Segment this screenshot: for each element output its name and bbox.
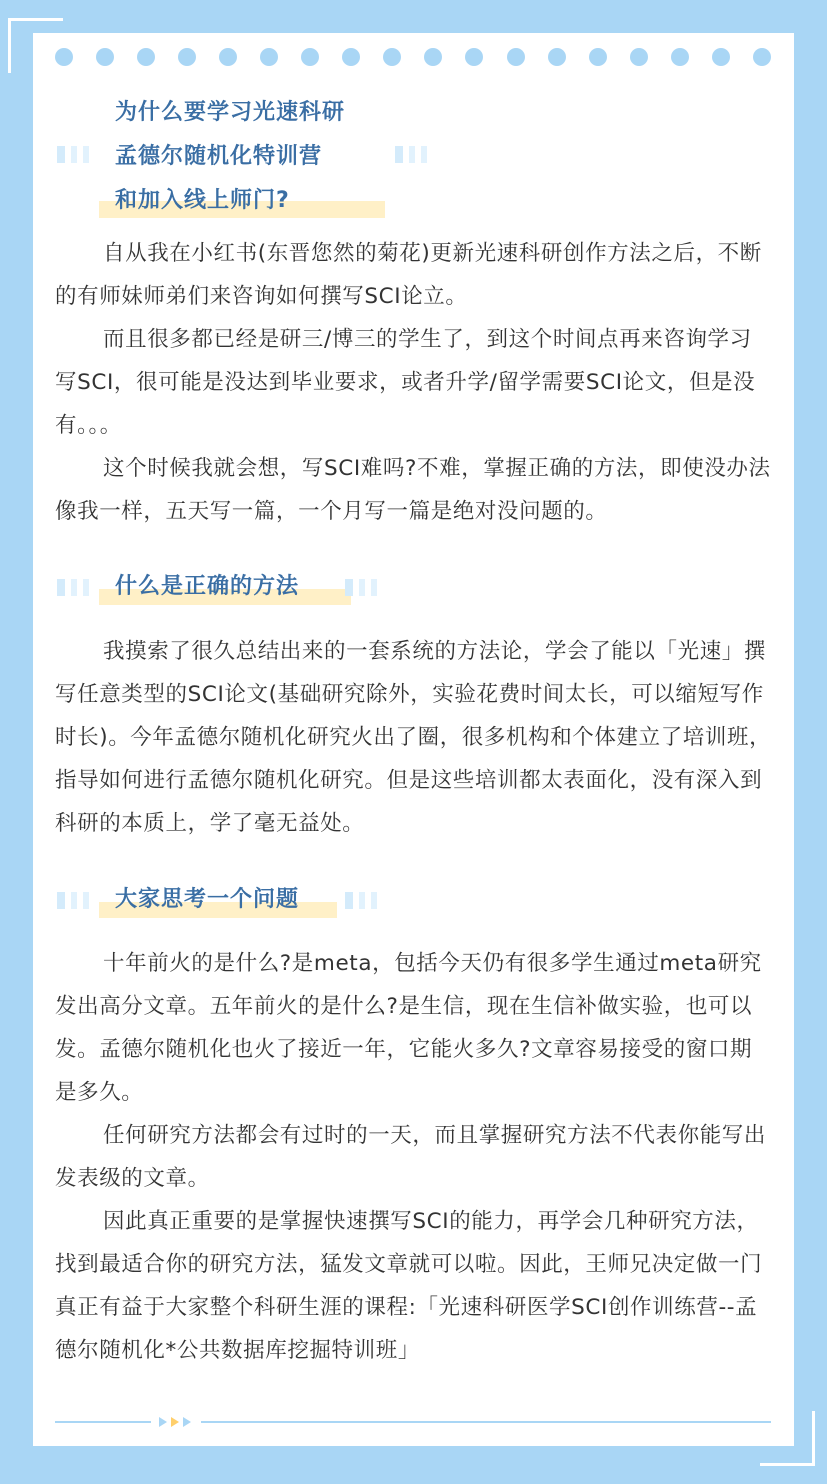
- section-heading-label: 大家思考一个问题: [115, 887, 300, 912]
- title-line-1: 为什么要学习光速科研: [115, 100, 346, 125]
- article-title: [33, 89, 794, 219]
- intro-paragraph-2: 而且很多都已经是研三/博三的学生了，到这个时间点再来咨询学习写SCI，很可能是没达到毕业要求，或者升学/留学需要SCI论文，但是没有。。。: [55, 327, 756, 438]
- dot: [301, 48, 319, 66]
- dot: [219, 48, 237, 66]
- heading-deco-left: [57, 892, 89, 909]
- dot: [548, 48, 566, 66]
- title-deco-left: [57, 146, 89, 163]
- arrow-icon: [171, 1417, 179, 1427]
- title-line-2: 孟德尔随机化特训营: [115, 144, 323, 169]
- bottom-divider: [55, 1416, 771, 1428]
- dot: [342, 48, 360, 66]
- divider-line: [201, 1421, 771, 1423]
- heading-deco-left: [57, 579, 89, 596]
- section-heading-question: [33, 878, 794, 918]
- dot: [465, 48, 483, 66]
- dot: [137, 48, 155, 66]
- section-heading-method: [33, 565, 794, 605]
- dot: [178, 48, 196, 66]
- title-line-3: 和加入线上师门?: [115, 188, 290, 213]
- dot: [96, 48, 114, 66]
- arrow-icon: [183, 1417, 191, 1427]
- question-paragraph-3: 因此真正重要的是掌握快速撰写SCI的能力，再学会几种研究方法，找到最适合你的研究方法，猛发文章就可以啦。因此，王师兄决定做一门真正有益于大家整个科研生涯的课程:「光速科研医学SCI创作训练营--孟德尔随机化*公共数据库挖掘特训班」: [55, 1209, 763, 1363]
- heading-deco-right: [345, 892, 377, 909]
- arrow-icon: [159, 1417, 167, 1427]
- dot: [630, 48, 648, 66]
- dot: [589, 48, 607, 66]
- dot: [260, 48, 278, 66]
- dot: [753, 48, 771, 66]
- article-card: [33, 33, 794, 1446]
- heading-deco-right: [345, 579, 377, 596]
- dot: [424, 48, 442, 66]
- dot: [712, 48, 730, 66]
- dot: [507, 48, 525, 66]
- section-heading-label: 什么是正确的方法: [115, 574, 300, 599]
- dot: [383, 48, 401, 66]
- method-paragraph: 我摸索了很久总结出来的一套系统的方法论，学会了能以「光速」撰写任意类型的SCI论文(基础研究除外，实验花费时间太长，可以缩短写作时长)。今年孟德尔随机化研究火出了圈，很多机构和个体建立了培训班，指导如何进行孟德尔随机化研究。但是这些培训都太表面化，没有深入到科研的本质上，学了毫无益处。: [55, 639, 772, 836]
- intro-paragraph-1: 自从我在小红书(东晋您然的菊花)更新光速科研创作方法之后，不断的有师妹师弟们来咨询如何撰写SCI论立。: [55, 241, 762, 309]
- dot: [55, 48, 73, 66]
- dot-row-decoration: [55, 47, 771, 67]
- dot: [671, 48, 689, 66]
- title-deco-right: [395, 146, 427, 163]
- divider-line: [55, 1421, 151, 1423]
- question-paragraph-2: 任何研究方法都会有过时的一天，而且掌握研究方法不代表你能写出发表级的文章。: [55, 1123, 767, 1191]
- question-paragraph-1: 十年前火的是什么?是meta，包括今天仍有很多学生通过meta研究发出高分文章。五年前火的是什么?是生信，现在生信补做实验，也可以发。孟德尔随机化也火了接近一年，它能火多久?文章容易接受的窗口期是多久。: [55, 951, 762, 1105]
- intro-paragraph-3: 这个时候我就会想，写SCI难吗?不难，掌握正确的方法，即使没办法像我一样，五天写一篇，一个月写一篇是绝对没问题的。: [55, 456, 771, 524]
